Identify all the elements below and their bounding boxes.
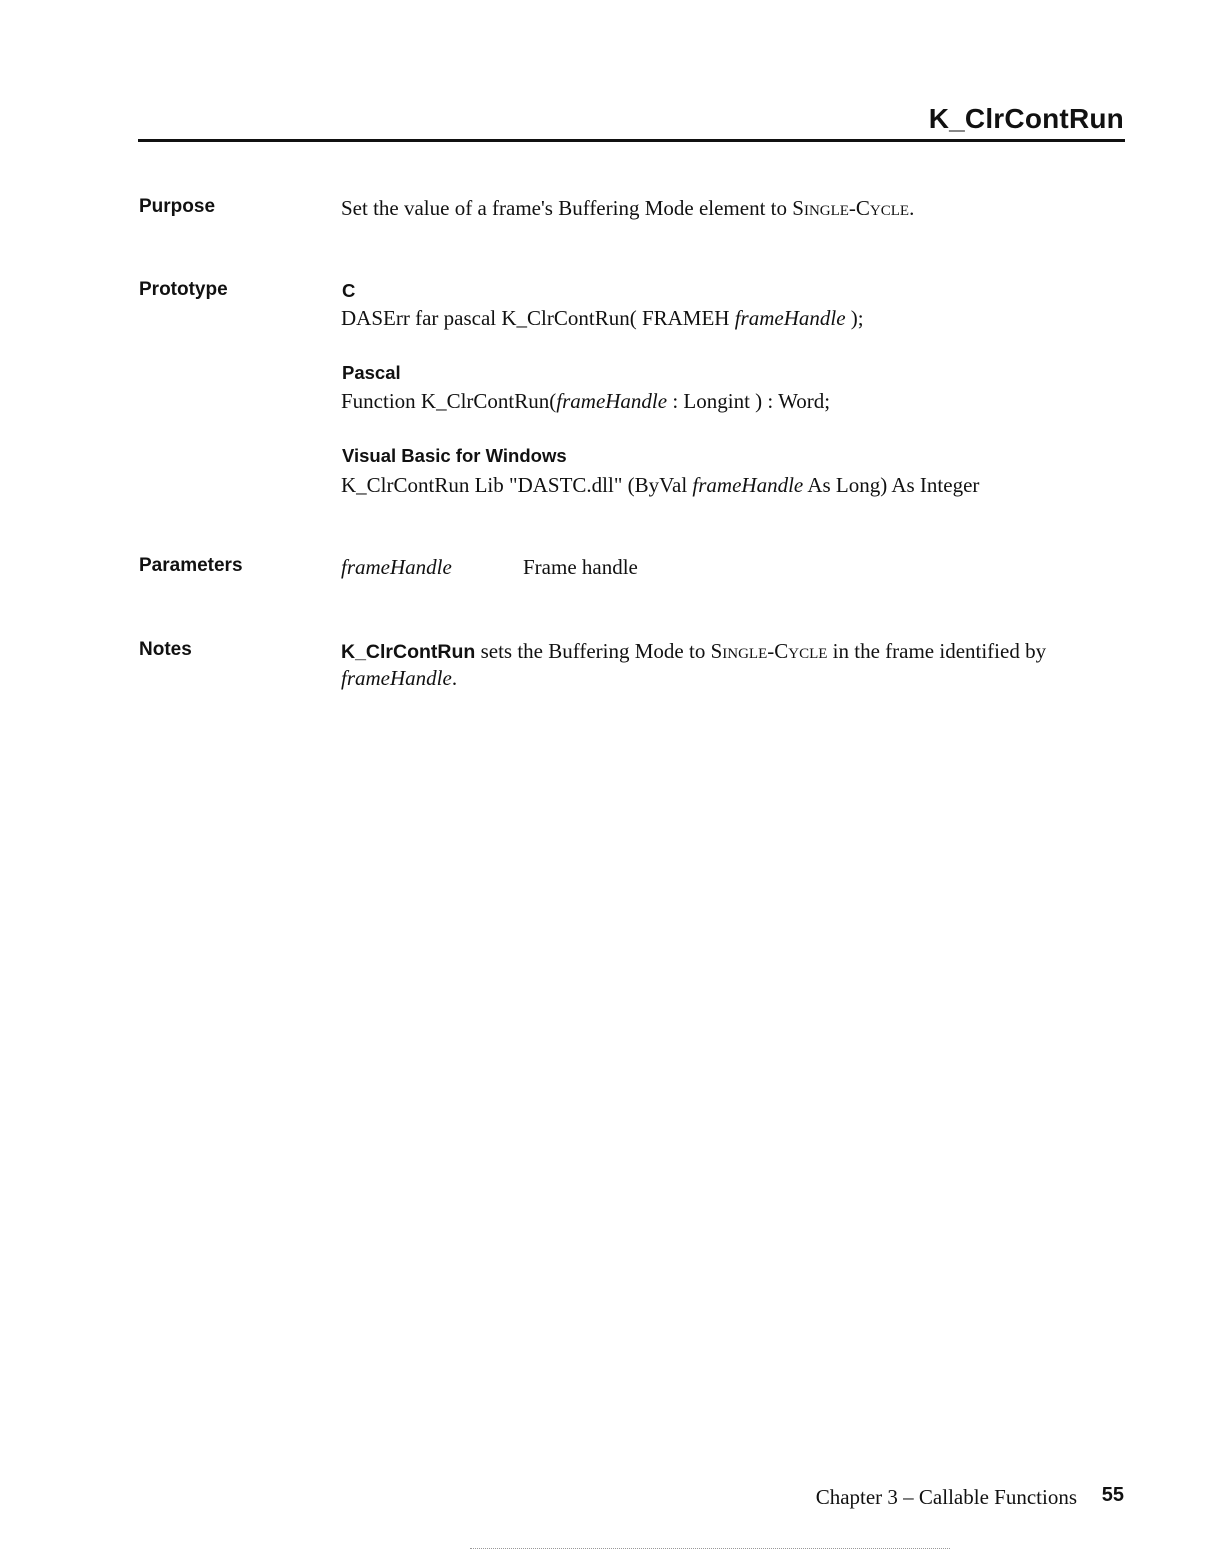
title-rule [138, 139, 1125, 142]
parameter-description: Frame handle [523, 555, 638, 579]
purpose-text-before: Set the value of a frame's Buffering Mode element to [341, 196, 793, 220]
notes-line-2 [341, 666, 457, 691]
prototype-vb-code-after: As Long) As Integer [803, 473, 980, 497]
purpose-text [341, 196, 914, 221]
scan-artifact [470, 1548, 950, 1551]
prototype-vb-code-before: K_ClrContRun Lib "DASTC.dll" (ByVal [341, 473, 693, 497]
prototype-pascal-code-italic: frameHandle [556, 389, 668, 413]
purpose-text-after: . [909, 196, 915, 220]
purpose-smallcaps: Single-Cycle [792, 196, 910, 220]
prototype-pascal-code-after: : Longint ) : Word; [667, 389, 831, 413]
prototype-c-code-before: DASErr far pascal K_ClrContRun( FRAMEH [341, 306, 735, 330]
notes-smallcaps: Single-Cycle [710, 639, 828, 663]
notes-label: Notes [139, 639, 192, 660]
notes-text-middle: sets the Buffering Mode to [475, 639, 711, 663]
footer-chapter: Chapter 3 – Callable Functions [815, 1485, 1077, 1509]
parameters-label: Parameters [139, 555, 243, 576]
notes-line2-end: . [451, 666, 458, 690]
prototype-vb-code-italic: frameHandle [692, 473, 804, 497]
purpose-label: Purpose [139, 196, 216, 217]
prototype-c-code-italic: frameHandle [734, 306, 846, 330]
notes-text-end: in the frame identified by [827, 639, 1047, 663]
prototype-vb-heading: Visual Basic for Windows [342, 445, 567, 466]
prototype-pascal-code-before: Function K_ClrContRun( [341, 389, 557, 413]
prototype-c-heading: C [342, 280, 356, 301]
page-title: K_ClrContRun [928, 103, 1124, 134]
prototype-c-code-after: ); [845, 306, 864, 330]
notes-function-name: K_ClrContRun [341, 641, 476, 663]
parameter-name: frameHandle [341, 555, 452, 579]
prototype-c-code [341, 306, 864, 331]
page-number: 55 [1101, 1484, 1124, 1506]
notes-line-1 [341, 639, 1046, 664]
prototype-pascal-code [341, 389, 830, 414]
prototype-pascal-heading: Pascal [342, 362, 401, 383]
prototype-vb-code [341, 473, 979, 498]
notes-line2-italic: frameHandle [341, 666, 452, 690]
prototype-label: Prototype [139, 279, 228, 300]
